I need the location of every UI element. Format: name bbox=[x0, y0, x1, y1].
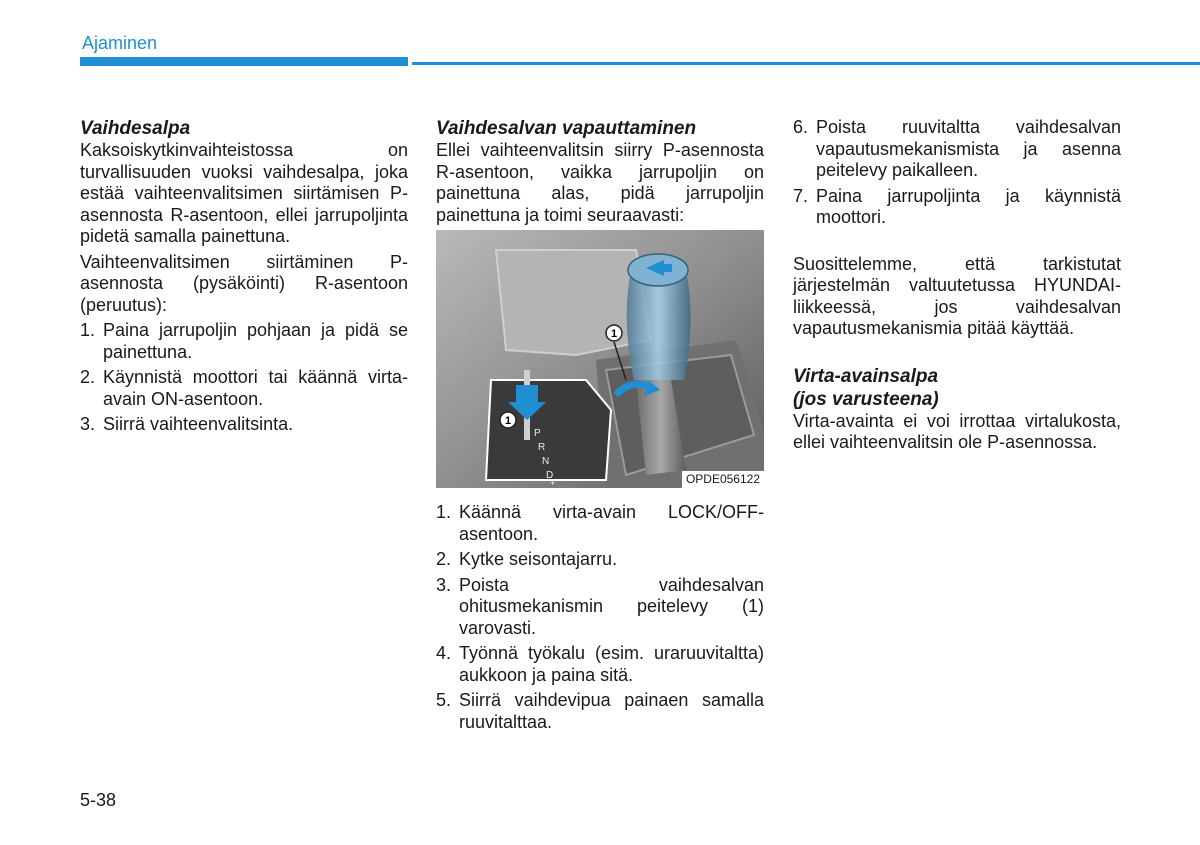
paragraph: Ellei vaihteenvalitsin siirry P-asennosta R-asentoon, vaikka jarrupoljin on painettuna alas, pidä jarrupoljin painettuna ja toimi seuraavasti: bbox=[436, 140, 764, 225]
gear-shift-lever-illustration bbox=[436, 230, 764, 488]
step-text: Poista vaihdesalvan ohitusmekanismin peitelevy (1) varovasti. bbox=[459, 574, 764, 638]
step-number: 6. bbox=[793, 117, 809, 137]
paragraph: Virta-avainta ei voi irrottaa virtalukosta, ellei vaihteenvalitsin ole P-asennossa. bbox=[793, 410, 1121, 452]
column-2 bbox=[436, 117, 764, 737]
step-text: Paina jarrupoljin pohjaan ja pidä se painettuna. bbox=[103, 320, 408, 362]
list-item bbox=[436, 643, 764, 686]
steps-list bbox=[793, 117, 1121, 229]
paragraph: Vaihteenvalitsimen siirtäminen P-asennosta (pysäköinti) R-asentoon (peruutus): bbox=[80, 251, 408, 315]
heading-vaihdesalvan-vapauttaminen: Vaihdesalvan vapauttaminen bbox=[436, 118, 697, 139]
step-number: 4. bbox=[436, 643, 452, 663]
gear-letter-plus: + bbox=[550, 478, 556, 488]
column-1 bbox=[80, 117, 408, 440]
list-item bbox=[80, 414, 408, 436]
header-bar-thick bbox=[80, 57, 408, 66]
step-number: 7. bbox=[793, 185, 809, 206]
list-item bbox=[436, 575, 764, 640]
callout-number: 1 bbox=[610, 328, 618, 340]
list-item bbox=[436, 549, 764, 571]
heading-virta-avainsalpa: Virta-avainsalpa bbox=[793, 365, 939, 387]
paragraph: Suosittelemme, että tarkistutat järjestelmän valtuutetussa HYUNDAI-liikkeessä, jos vaihdesalvan vapautusmekanismia pitää käyttää. bbox=[793, 253, 1121, 338]
gear-shift-figure bbox=[436, 230, 764, 488]
list-item bbox=[436, 502, 764, 545]
heading-vaihdesalpa: Vaihdesalpa bbox=[80, 118, 191, 139]
step-text: Siirrä vaihteenvalitsinta. bbox=[103, 414, 294, 434]
step-text: Kytke seisontajarru. bbox=[459, 549, 618, 569]
step-text: Siirrä vaihdevipua painaen samalla ruuvitalttaa. bbox=[459, 690, 764, 732]
step-text: Työnnä työkalu (esim. uraruuvitaltta) aukkoon ja paina sitä. bbox=[459, 643, 764, 685]
callout-number: 1 bbox=[504, 415, 512, 427]
steps-list bbox=[436, 502, 764, 733]
gear-letter-d: D bbox=[546, 470, 554, 481]
step-number: 2. bbox=[80, 367, 96, 387]
paragraph: Kaksoiskytkinvaihteistossa on turvallisuuden vuoksi vaihdesalpa, joka estää vaihteenvalitsimen siirtämisen P-asennosta R-asentoon, ellei jarrupoljinta pidetä samalla painettuna. bbox=[80, 140, 408, 246]
page-number: 5-38 bbox=[80, 790, 117, 810]
step-text: Käynnistä moottori tai käännä virta-avain ON-asentoon. bbox=[103, 367, 408, 409]
step-number: 1. bbox=[436, 502, 452, 522]
list-item bbox=[80, 320, 408, 363]
step-number: 5. bbox=[436, 690, 452, 710]
step-number: 1. bbox=[80, 320, 96, 340]
list-item bbox=[793, 186, 1121, 229]
steps-list bbox=[80, 320, 408, 436]
step-text: Käännä virta-avain LOCK/OFF-asentoon. bbox=[459, 502, 764, 544]
header-bar-thin bbox=[412, 62, 1200, 65]
list-item bbox=[80, 367, 408, 410]
gear-letter-r: R bbox=[538, 442, 546, 453]
gear-letter-p: P bbox=[534, 428, 541, 439]
step-number: 2. bbox=[436, 549, 452, 569]
gear-letter-n: N bbox=[542, 456, 550, 467]
section-title: Ajaminen bbox=[82, 33, 158, 53]
list-item bbox=[436, 690, 764, 733]
step-text: Paina jarrupoljinta ja käynnistä moottori. bbox=[816, 185, 1121, 227]
list-item bbox=[793, 117, 1121, 182]
step-text: Poista ruuvitaltta vaihdesalvan vapautusmekanismista ja asenna peitelevy paikalleen. bbox=[816, 117, 1121, 180]
step-number: 3. bbox=[80, 414, 96, 434]
figure-code: OPDE056122 bbox=[682, 471, 764, 488]
heading-jos-varusteena: (jos varusteena) bbox=[793, 388, 939, 410]
column-3 bbox=[793, 117, 1121, 458]
step-number: 3. bbox=[436, 574, 452, 595]
